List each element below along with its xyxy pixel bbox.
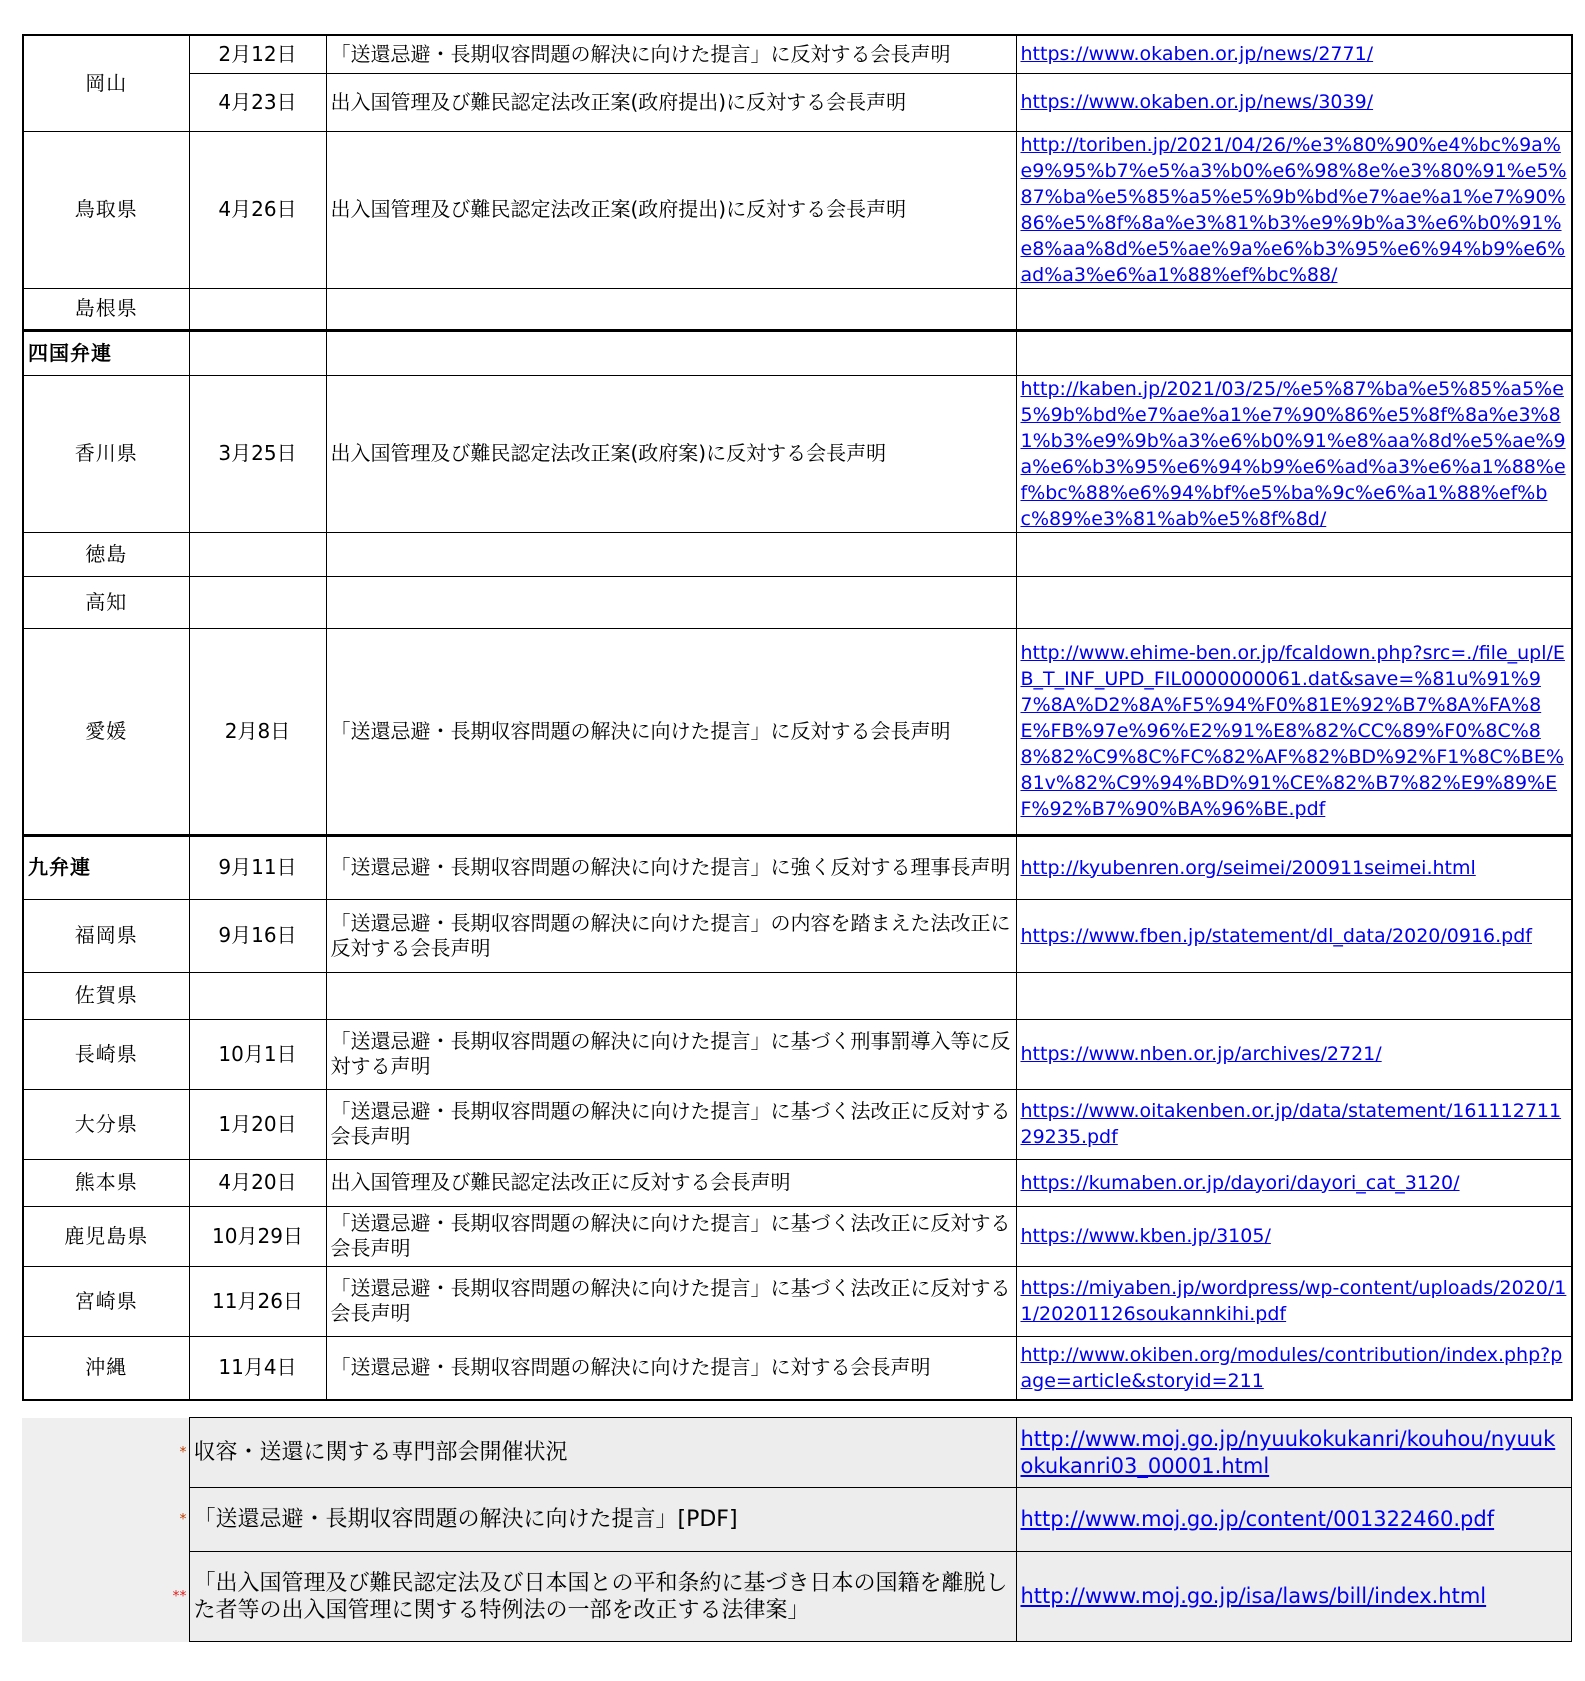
statement-link[interactable]: https://www.oitakenben.or.jp/data/statement/16111271129235.pdf [1020, 1100, 1562, 1148]
date-cell [189, 330, 326, 375]
statement-title [326, 330, 1016, 375]
reference-link[interactable]: http://www.moj.go.jp/isa/laws/bill/index.html [1020, 1584, 1487, 1608]
prefecture-cell: 香川県 [23, 375, 189, 532]
prefecture-cell: 島根県 [23, 288, 189, 330]
url-cell [1016, 1019, 1572, 1089]
url-cell [1016, 73, 1572, 131]
statement-title: 出入国管理及び難民認定法改正に反対する会長声明 [326, 1159, 1016, 1206]
statements-table [22, 34, 1573, 1401]
bar-federation-cell: 九弁連 [23, 835, 189, 899]
statement-title [326, 576, 1016, 628]
prefecture-cell: 高知 [23, 576, 189, 628]
statement-title: 出入国管理及び難民認定法改正案(政府提出)に反対する会長声明 [326, 73, 1016, 131]
prefecture-cell: 佐賀県 [23, 972, 189, 1019]
prefecture-cell: 岡山 [23, 35, 189, 131]
statement-title: 「送還忌避・長期収容問題の解決に向けた提言」に基づく法改正に反対する会長声明 [326, 1206, 1016, 1266]
statement-link[interactable]: https://www.nben.or.jp/archives/2721/ [1020, 1043, 1382, 1065]
table-row [23, 375, 1572, 532]
date-cell: 11月4日 [189, 1336, 326, 1400]
date-cell [189, 972, 326, 1019]
statement-link[interactable]: https://www.kben.jp/3105/ [1020, 1225, 1271, 1247]
table-row [23, 1089, 1572, 1159]
date-cell: 1月20日 [189, 1089, 326, 1159]
table-row [23, 288, 1572, 330]
date-cell [189, 576, 326, 628]
group-header-row [23, 835, 1572, 899]
reference-marker-cell [22, 1418, 189, 1488]
statement-link[interactable]: https://www.okaben.or.jp/news/2771/ [1020, 43, 1374, 66]
date-cell [189, 288, 326, 330]
reference-link[interactable]: http://www.moj.go.jp/nyuukokukanri/kouhou/nyuukokukanri03_00001.html [1020, 1426, 1556, 1478]
statement-title: 「送還忌避・長期収容問題の解決に向けた提言」に基づく法改正に反対する会長声明 [326, 1266, 1016, 1336]
table-row [23, 576, 1572, 628]
table-row [23, 899, 1572, 972]
prefecture-cell: 大分県 [23, 1089, 189, 1159]
statement-link[interactable]: http://www.ehime-ben.or.jp/fcaldown.php?src=./file_upl/EB_T_INF_UPD_FIL0000000061.dat&save=%81u%91%97%8A%D2%8A%F5%94%F0%81E%92%B7%8A%FA%8E%FB%97e%96%E2%91%E8%82%CC%89%F0%8C%88%82%C9%8C%FC%82%AF%82%BD%92%F1%8C%BE%81v%82%C9%94%BD%91%CE%82%B7%82%E9%89%EF%92%B7%90%BA%96%BE.pdf [1020, 642, 1565, 820]
statement-title: 「送還忌避・長期収容問題の解決に向けた提言」に強く反対する理事長声明 [326, 835, 1016, 899]
statement-title: 「送還忌避・長期収容問題の解決に向けた提言」の内容を踏まえた法改正に反対する会長声明 [326, 899, 1016, 972]
table-row [23, 73, 1572, 131]
statement-link[interactable]: http://www.okiben.org/modules/contribution/index.php?page=article&storyid=211 [1020, 1343, 1563, 1392]
url-cell [1016, 1336, 1572, 1400]
reference-row [22, 1418, 1571, 1488]
asterisk-marker: * [179, 1444, 187, 1461]
reference-title: 収容・送還に関する専門部会開催状況 [189, 1418, 1016, 1488]
statement-link[interactable]: https://kumaben.or.jp/dayori/dayori_cat_3120/ [1020, 1171, 1460, 1194]
reference-row [22, 1488, 1571, 1552]
url-cell [1016, 532, 1572, 576]
reference-title: 「出入国管理及び難民認定法及び日本国との平和条約に基づき日本の国籍を離脱した者等の出入国管理に関する特例法の一部を改正する法律案」 [189, 1552, 1016, 1642]
statement-link[interactable]: http://kyubenren.org/seimei/200911seimei.html [1020, 856, 1476, 879]
table-row [23, 532, 1572, 576]
statement-title: 出入国管理及び難民認定法改正案(政府提出)に反対する会長声明 [326, 131, 1016, 288]
date-cell [189, 532, 326, 576]
prefecture-cell: 徳島 [23, 532, 189, 576]
url-cell [1016, 576, 1572, 628]
prefecture-cell: 鳥取県 [23, 131, 189, 288]
date-cell: 4月20日 [189, 1159, 326, 1206]
statement-title: 「送還忌避・長期収容問題の解決に向けた提言」に基づく刑事罰導入等に反対する声明 [326, 1019, 1016, 1089]
date-cell: 9月16日 [189, 899, 326, 972]
statement-title: 出入国管理及び難民認定法改正案(政府案)に反対する会長声明 [326, 375, 1016, 532]
prefecture-cell: 鹿児島県 [23, 1206, 189, 1266]
table-row [23, 1019, 1572, 1089]
prefecture-cell: 熊本県 [23, 1159, 189, 1206]
statement-title [326, 532, 1016, 576]
prefecture-cell: 愛媛 [23, 628, 189, 835]
prefecture-cell: 沖縄 [23, 1336, 189, 1400]
statement-link[interactable]: https://www.okaben.or.jp/news/3039/ [1020, 91, 1374, 113]
reference-row [22, 1552, 1571, 1642]
table-row [23, 972, 1572, 1019]
reference-link[interactable]: http://www.moj.go.jp/content/001322460.pdf [1020, 1507, 1495, 1531]
statement-title: 「送還忌避・長期収容問題の解決に向けた提言」に基づく法改正に反対する会長声明 [326, 1089, 1016, 1159]
date-cell: 2月12日 [189, 35, 326, 73]
group-header-row [23, 330, 1572, 375]
reference-url-cell [1016, 1418, 1571, 1488]
reference-url-cell [1016, 1552, 1571, 1642]
prefecture-cell: 宮崎県 [23, 1266, 189, 1336]
reference-url-cell [1016, 1488, 1571, 1552]
statement-link[interactable]: https://miyaben.jp/wordpress/wp-content/uploads/2020/11/20201126soukannkihi.pdf [1020, 1277, 1567, 1325]
statement-title [326, 288, 1016, 330]
reference-marker-cell [22, 1488, 189, 1552]
date-cell: 9月11日 [189, 835, 326, 899]
url-cell [1016, 899, 1572, 972]
url-cell [1016, 35, 1572, 73]
double-asterisk-marker: ** [172, 1588, 187, 1605]
statement-title: 「送還忌避・長期収容問題の解決に向けた提言」に反対する会長声明 [326, 35, 1016, 73]
prefecture-cell: 長崎県 [23, 1019, 189, 1089]
statement-link[interactable]: https://www.fben.jp/statement/dl_data/2020/0916.pdf [1020, 924, 1532, 947]
bar-federation-cell: 四国弁連 [23, 330, 189, 375]
statement-link[interactable]: http://toriben.jp/2021/04/26/%e3%80%90%e4%bc%9a%e9%95%b7%e5%a3%b0%e6%98%8e%e3%80%91%e5%87%ba%e5%85%a5%e5%9b%bd%e7%ae%a1%e7%90%86%e5%8f%8a%e3%81%b3%e9%9b%a3%e6%b0%91%e8%aa%8d%e5%ae%9a%e6%b3%95%e6%94%b9%e6%ad%a3%e6%a1%88%ef%bc%88/ [1020, 133, 1567, 286]
url-cell [1016, 628, 1572, 835]
url-cell [1016, 1159, 1572, 1206]
table-row [23, 1266, 1572, 1336]
table-row [23, 628, 1572, 835]
prefecture-cell: 福岡県 [23, 899, 189, 972]
statement-link[interactable]: http://kaben.jp/2021/03/25/%e5%87%ba%e5%85%a5%e5%9b%bd%e7%ae%a1%e7%90%86%e5%8f%8a%e3%81%b3%e9%9b%a3%e6%b0%91%e8%aa%8d%e5%ae%9a%e6%b3%95%e6%94%b9%e6%ad%a3%e6%a1%88%ef%bc%88%e6%94%bf%e5%ba%9c%e6%a1%88%ef%bc%89%e3%81%ab%e5%8f%8d/ [1020, 377, 1566, 530]
url-cell [1016, 972, 1572, 1019]
date-cell: 10月29日 [189, 1206, 326, 1266]
reference-marker-cell [22, 1552, 189, 1642]
url-cell [1016, 1206, 1572, 1266]
date-cell: 10月1日 [189, 1019, 326, 1089]
url-cell [1016, 1089, 1572, 1159]
date-cell: 11月26日 [189, 1266, 326, 1336]
table-row [23, 131, 1572, 288]
url-cell [1016, 375, 1572, 532]
url-cell [1016, 835, 1572, 899]
reference-title: 「送還忌避・長期収容問題の解決に向けた提言」[PDF] [189, 1488, 1016, 1552]
url-cell [1016, 288, 1572, 330]
url-cell [1016, 1266, 1572, 1336]
table-row [23, 1336, 1572, 1400]
url-cell [1016, 330, 1572, 375]
table-row [23, 1159, 1572, 1206]
statement-title [326, 972, 1016, 1019]
table-row [23, 1206, 1572, 1266]
statement-title: 「送還忌避・長期収容問題の解決に向けた提言」に対する会長声明 [326, 1336, 1016, 1400]
date-cell: 2月8日 [189, 628, 326, 835]
reference-table [22, 1417, 1572, 1642]
url-cell [1016, 131, 1572, 288]
date-cell: 4月23日 [189, 73, 326, 131]
statement-title: 「送還忌避・長期収容問題の解決に向けた提言」に反対する会長声明 [326, 628, 1016, 835]
table-row [23, 35, 1572, 73]
date-cell: 3月25日 [189, 375, 326, 532]
date-cell: 4月26日 [189, 131, 326, 288]
asterisk-marker: * [179, 1511, 187, 1528]
